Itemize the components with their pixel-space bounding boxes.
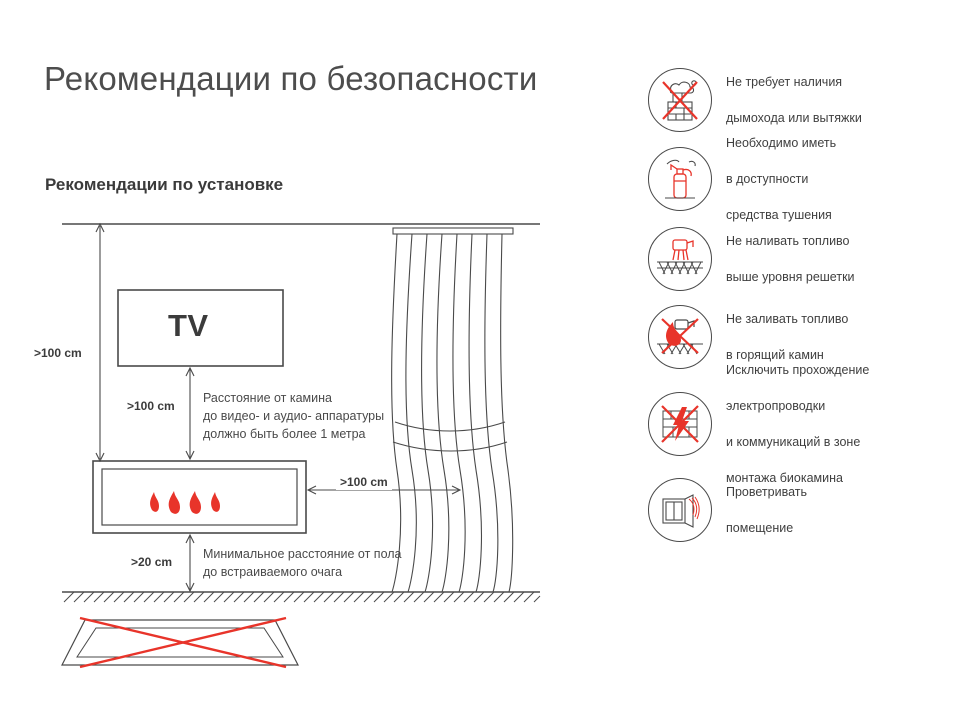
dimension-label-floor: >20 cm	[128, 554, 175, 570]
rule-line: Исключить прохождение	[726, 362, 870, 377]
floor-note-line-1: Минимальное расстояние от пола	[203, 547, 402, 561]
ventilate-room-icon	[648, 478, 712, 542]
installation-diagram	[34, 210, 600, 680]
rule-line: Проветривать	[726, 484, 807, 499]
dimension-floor-to-fireplace	[186, 535, 194, 591]
rule-line: выше уровня решетки	[726, 270, 855, 285]
flame-icon	[150, 491, 220, 514]
tv-note-line-3: должно быть более 1 метра	[203, 427, 366, 441]
tv-note-line-1: Расстояние от камина	[203, 391, 332, 405]
rule-line: дымохода или вытяжки	[726, 111, 862, 126]
dimension-label-ceiling: >100 cm	[34, 346, 82, 360]
safety-rule-item	[648, 220, 948, 298]
page-title: Рекомендации по безопасности	[44, 60, 538, 97]
curtain-illustration	[392, 228, 513, 592]
safety-rule-item	[648, 135, 948, 223]
rug-illustration	[62, 618, 298, 667]
no-overfill-fuel-icon	[648, 227, 712, 291]
fire-extinguisher-icon	[648, 147, 712, 211]
safety-rule-item	[648, 472, 948, 548]
rule-line: и коммуникаций в зоне	[726, 435, 861, 450]
safety-rule-text	[726, 465, 807, 556]
rule-line: средства тушения	[726, 208, 832, 223]
safety-rule-item	[648, 362, 948, 486]
tv-label: TV	[168, 308, 209, 343]
rule-line: в горящий камин	[726, 348, 824, 363]
dimension-label-curtain: >100 cm	[336, 474, 392, 490]
dimension-label-tv: >100 cm	[124, 398, 178, 414]
rule-line: Не заливать топливо	[726, 311, 849, 326]
rule-line: Необходимо иметь	[726, 135, 837, 150]
section-title: Рекомендации по установке	[45, 175, 284, 194]
floor-note-line-2: до встраиваемого очага	[203, 565, 343, 579]
no-electrical-wiring-icon	[648, 392, 712, 456]
rule-line: помещение	[726, 521, 794, 536]
dimension-tv-to-fireplace	[186, 368, 194, 459]
rule-line: в доступности	[726, 171, 809, 186]
dimension-ceiling-to-fireplace	[96, 224, 104, 461]
no-refuel-burning-icon	[648, 305, 712, 369]
safety-rules-list	[648, 62, 948, 548]
diagram-svg	[40, 210, 600, 680]
tv-note-line-2: до видео- и аудио- аппаратуры	[203, 409, 385, 423]
rule-line: монтажа биокамина	[726, 471, 843, 486]
rule-line: Не наливать топливо	[726, 233, 850, 248]
rule-line: электропроводки	[726, 398, 826, 413]
rule-line: Не требует наличия	[726, 74, 843, 89]
no-chimney-icon	[648, 68, 712, 132]
